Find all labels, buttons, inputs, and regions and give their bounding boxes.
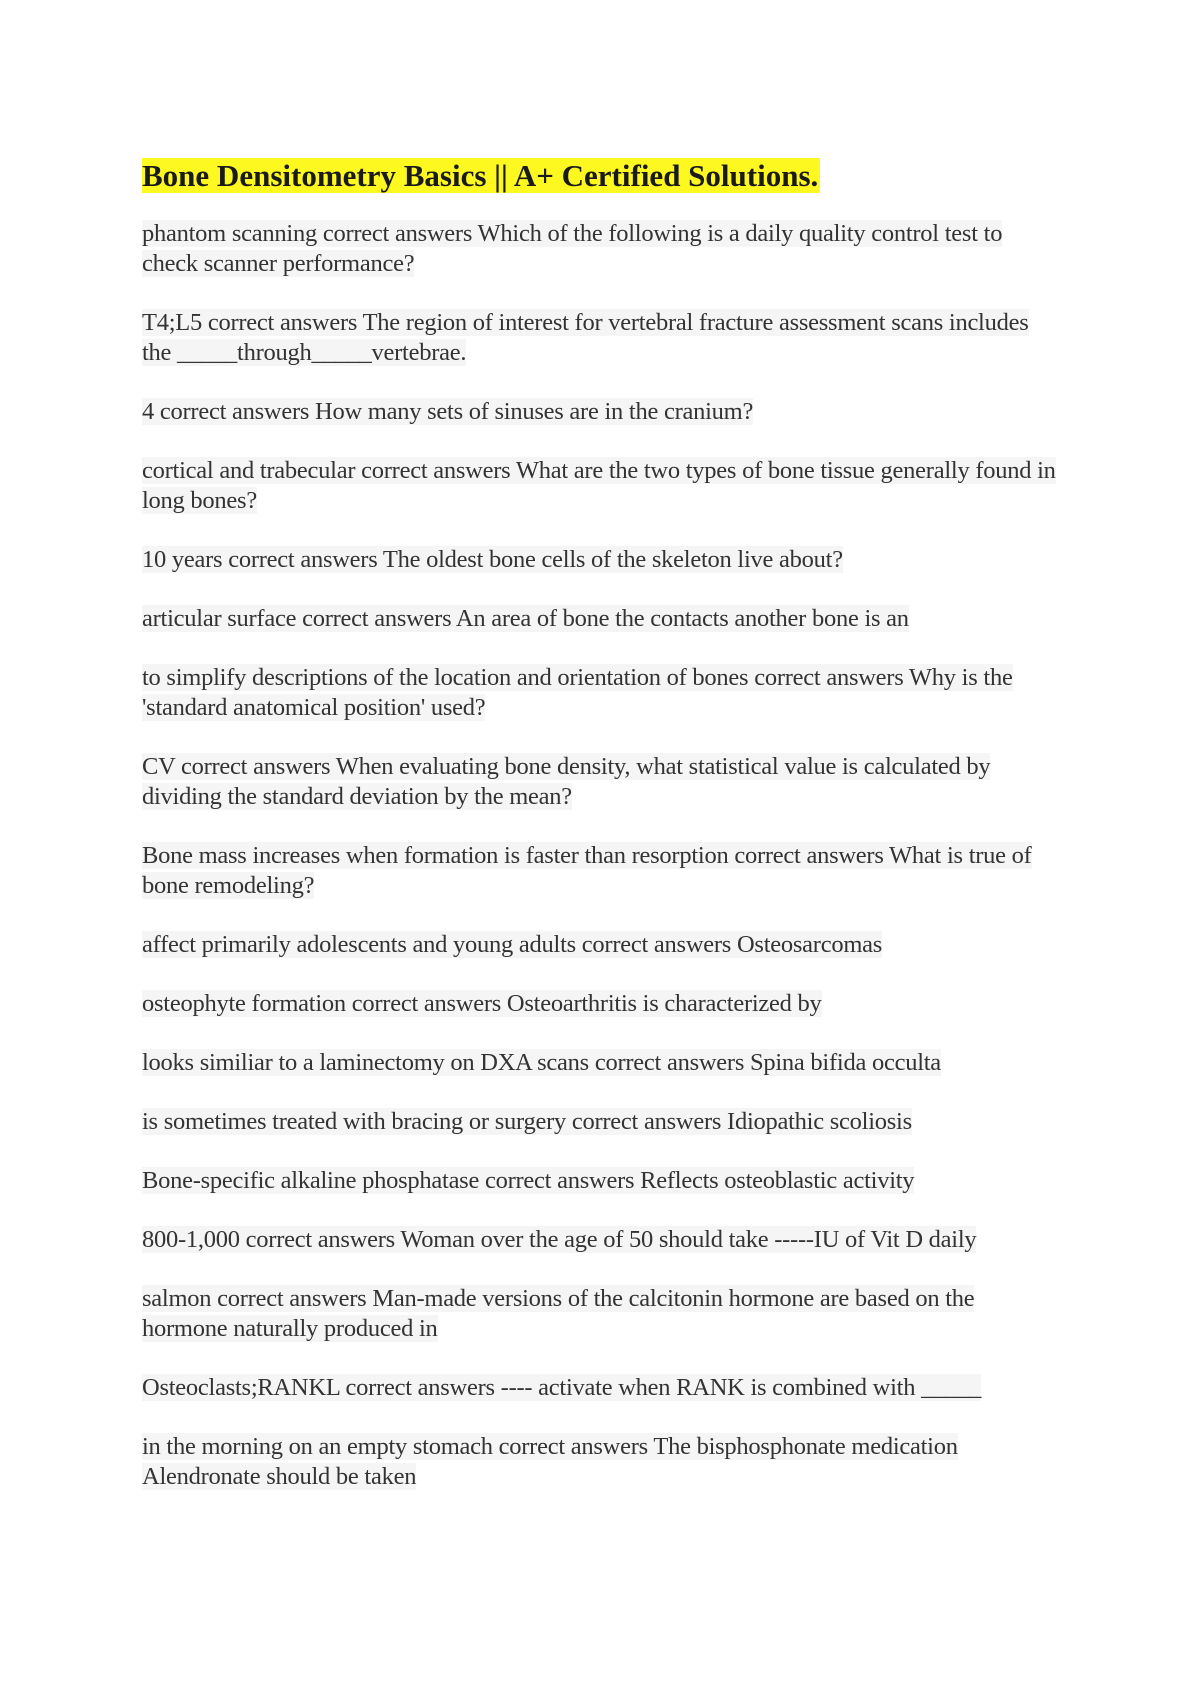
list-item	[142, 604, 1062, 634]
entry-text: to simplify descriptions of the location and orientation of bones correct answers Why is the 'standard anatomical position' used?	[142, 664, 1013, 721]
list-item	[142, 545, 1062, 575]
entry-text: 4 correct answers How many sets of sinuses are in the cranium?	[142, 398, 754, 425]
entry-text: phantom scanning correct answers Which of the following is a daily quality control test to check scanner performance?	[142, 220, 1003, 277]
list-item	[142, 1225, 1062, 1255]
list-item	[142, 663, 1062, 723]
entry-text: Osteoclasts;RANKL correct answers ---- activate when RANK is combined with _____	[142, 1374, 982, 1401]
list-item	[142, 397, 1062, 427]
entry-text: in the morning on an empty stomach correct answers The bisphosphonate medication Alendronate should be taken	[142, 1433, 958, 1490]
list-item	[142, 456, 1062, 516]
entry-text: T4;L5 correct answers The region of interest for vertebral fracture assessment scans includes the _____through_____vertebrae.	[142, 309, 1029, 366]
entry-text: articular surface correct answers An area of bone the contacts another bone is an	[142, 605, 909, 632]
entry-text: looks similiar to a laminectomy on DXA scans correct answers Spina bifida occulta	[142, 1049, 941, 1076]
list-item	[142, 1373, 1062, 1403]
entry-text: cortical and trabecular correct answers What are the two types of bone tissue generally found in long bones?	[142, 457, 1056, 514]
list-item	[142, 308, 1062, 368]
document-title-text: Bone Densitometry Basics || A+ Certified Solutions.	[142, 158, 819, 193]
list-item	[142, 1166, 1062, 1196]
entry-text: 10 years correct answers The oldest bone cells of the skeleton live about?	[142, 546, 843, 573]
list-item	[142, 930, 1062, 960]
entry-text: Bone-specific alkaline phosphatase correct answers Reflects osteoblastic activity	[142, 1167, 915, 1194]
list-item	[142, 989, 1062, 1019]
entry-text: CV correct answers When evaluating bone density, what statistical value is calculated by dividing the standard deviation by the mean?	[142, 753, 991, 810]
entry-text: affect primarily adolescents and young adults correct answers Osteosarcomas	[142, 931, 883, 958]
list-item	[142, 841, 1062, 901]
list-item	[142, 1107, 1062, 1137]
entry-text: osteophyte formation correct answers Osteoarthritis is characterized by	[142, 990, 822, 1017]
document-page	[142, 155, 1062, 1521]
list-item	[142, 219, 1062, 279]
entry-text: is sometimes treated with bracing or surgery correct answers Idiopathic scoliosis	[142, 1108, 912, 1135]
document-title	[142, 155, 820, 197]
entry-list	[142, 219, 1062, 1492]
list-item	[142, 752, 1062, 812]
list-item	[142, 1432, 1062, 1492]
entry-text: 800-1,000 correct answers Woman over the age of 50 should take -----IU of Vit D daily	[142, 1226, 977, 1253]
list-item	[142, 1048, 1062, 1078]
entry-text: Bone mass increases when formation is faster than resorption correct answers What is true of bone remodeling?	[142, 842, 1032, 899]
entry-text: salmon correct answers Man-made versions of the calcitonin hormone are based on the hormone naturally produced in	[142, 1285, 975, 1342]
list-item	[142, 1284, 1062, 1344]
